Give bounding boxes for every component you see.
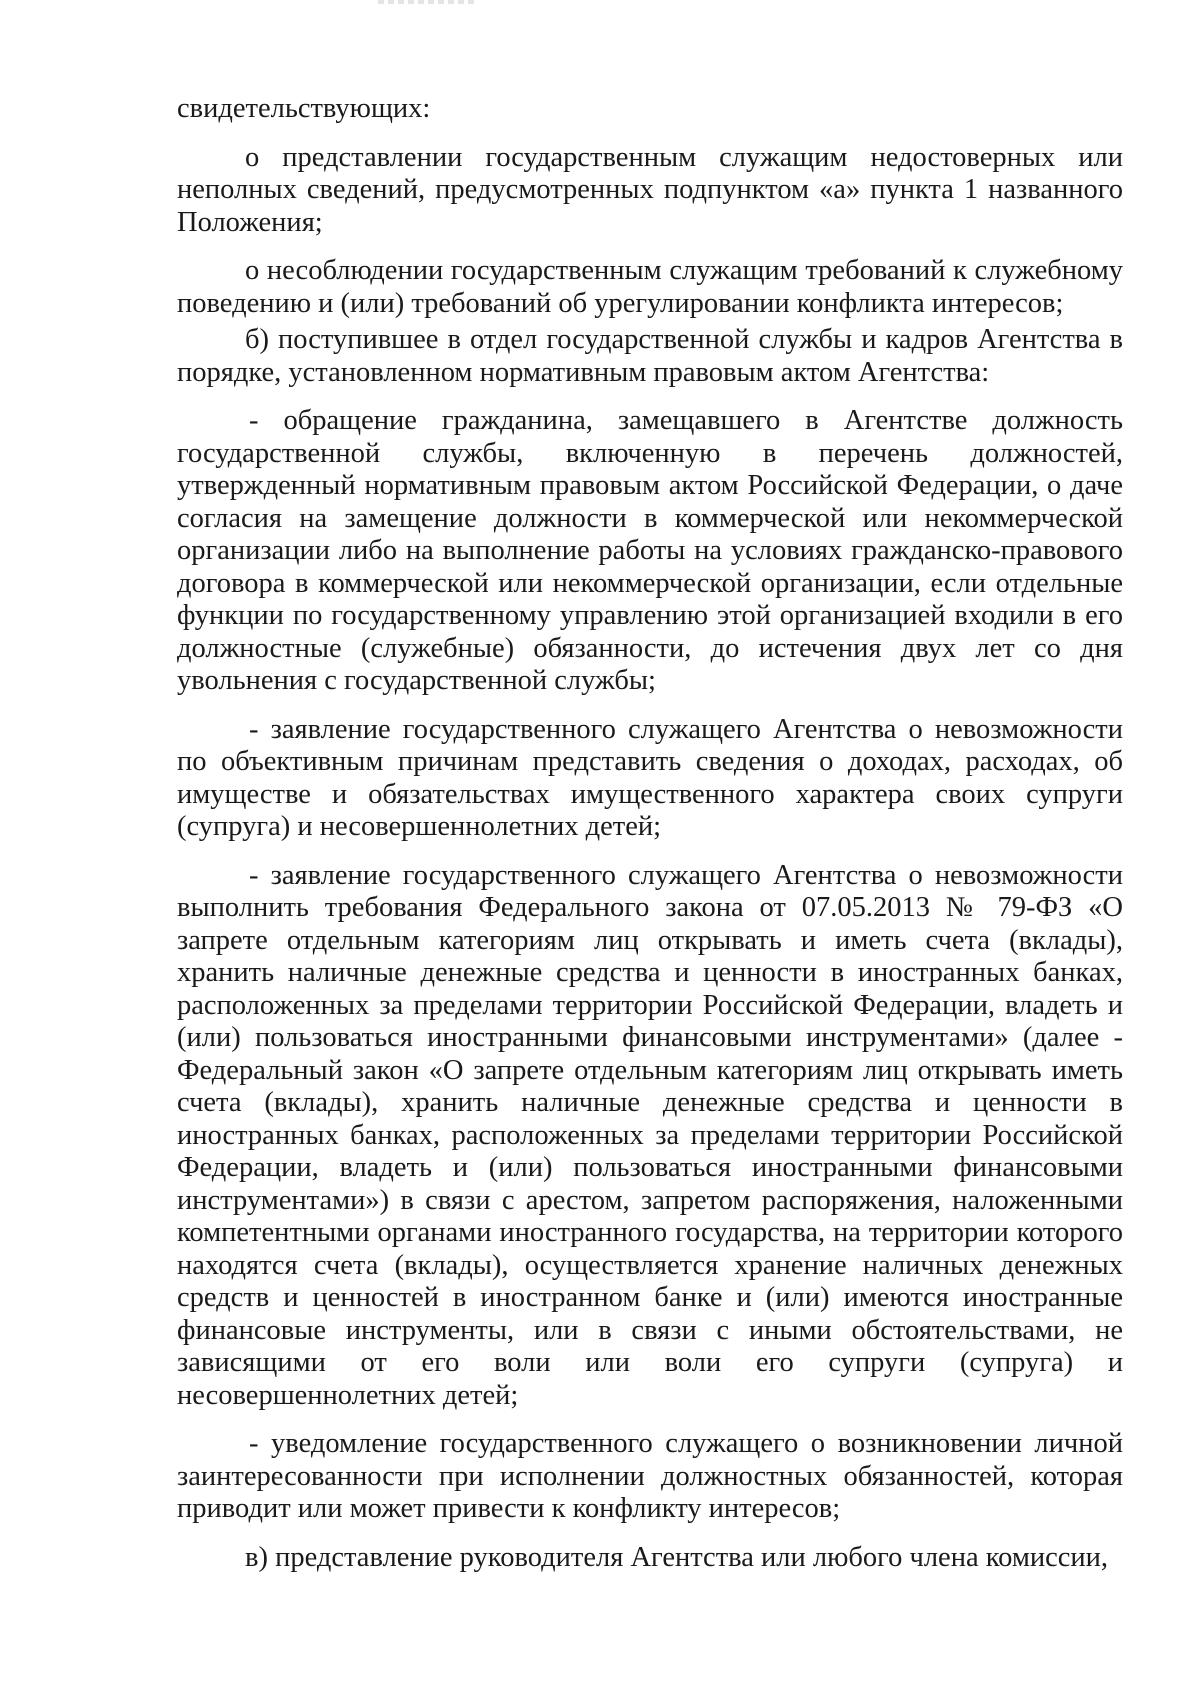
paragraph-subitem-b: б) поступившее в отдел государственной службы и кадров Агентства в порядке, установленном нормативным правовым актом Агентства:: [177, 324, 1123, 388]
paragraph-dash-notification-conflict: - уведомление государственного служащего о возникновении личной заинтересованности при исполнении должностных обязанностей, которая приводит или может привести к конфликту интересов;: [177, 1428, 1123, 1524]
paragraph-item-unreliable-info: о представлении государственным служащим недостоверных или неполных сведений, предусмотренных подпунктом «а» пункта 1 названного Положения;: [177, 141, 1123, 238]
document-body: [177, 93, 1123, 1574]
paragraph-item-noncompliance: о несоблюдении государственным служащим требований к служебному поведению и (или) требований об урегулировании конфликта интересов;: [177, 255, 1123, 319]
paragraph-dash-statement-foreign-accounts: - заявление государственного служащего Агентства о невозможности выполнить требования Федерального закона от 07.05.2013 № 79-ФЗ «О запрете отдельным категориям лиц открывать и иметь счета (вклады), хранить наличные денежные средства и ценности в иностранных банках, расположенных за пределами территории Российской Федерации, владеть и (или) пользоваться иностранными финансовыми инструментами» (далее - Федеральный закон «О запрете отдельным категориям лиц открывать иметь счета (вклады), хранить наличные денежные средства и ценности в иностранных банках, расположенных за пределами территории Российской Федерации, владеть и (или) пользоваться иностранными финансовыми инструментами») в связи с арестом, запретом распоряжения, наложенными компетентными органами иностранного государства, на территории которого находятся счета (вклады), осуществляется хранение наличных денежных средств и ценностей в иностранном банке и (или) имеются иностранные финансовые инструменты, или в связи с иными обстоятельствами, не зависящими от его воли или воли его супруги (супруга) и несовершеннолетних детей;: [177, 859, 1123, 1411]
paragraph-subitem-v: в) представление руководителя Агентства или любого члена комиссии,: [245, 1541, 1109, 1573]
paragraph-dash-appeal: - обращение гражданина, замещавшего в Агентстве должность государственной службы, включенную в перечень должностей, утвержденный нормативным правовым актом Российской Федерации, о даче согласия на замещение должности в коммерческой или некоммерческой организации либо на выполнение работы на условиях гражданско-правового договора в коммерческой или некоммерческой организации, если отдельные функции по государственному управлению этой организацией входили в его должностные (служебные) обязанности, до истечения двух лет со дня увольнения с государственной службы;: [177, 405, 1123, 696]
paragraph-dash-statement-income: - заявление государственного служащего Агентства о невозможности по объективным причинам представить сведения о доходах, расходах, об имуществе и обязательствах имущественного характера своих супруги (супруга) и несовершеннолетних детей;: [177, 713, 1123, 842]
paragraph-lead-in: свидетельствующих:: [177, 93, 431, 124]
scan-artifact: [378, 0, 478, 4]
